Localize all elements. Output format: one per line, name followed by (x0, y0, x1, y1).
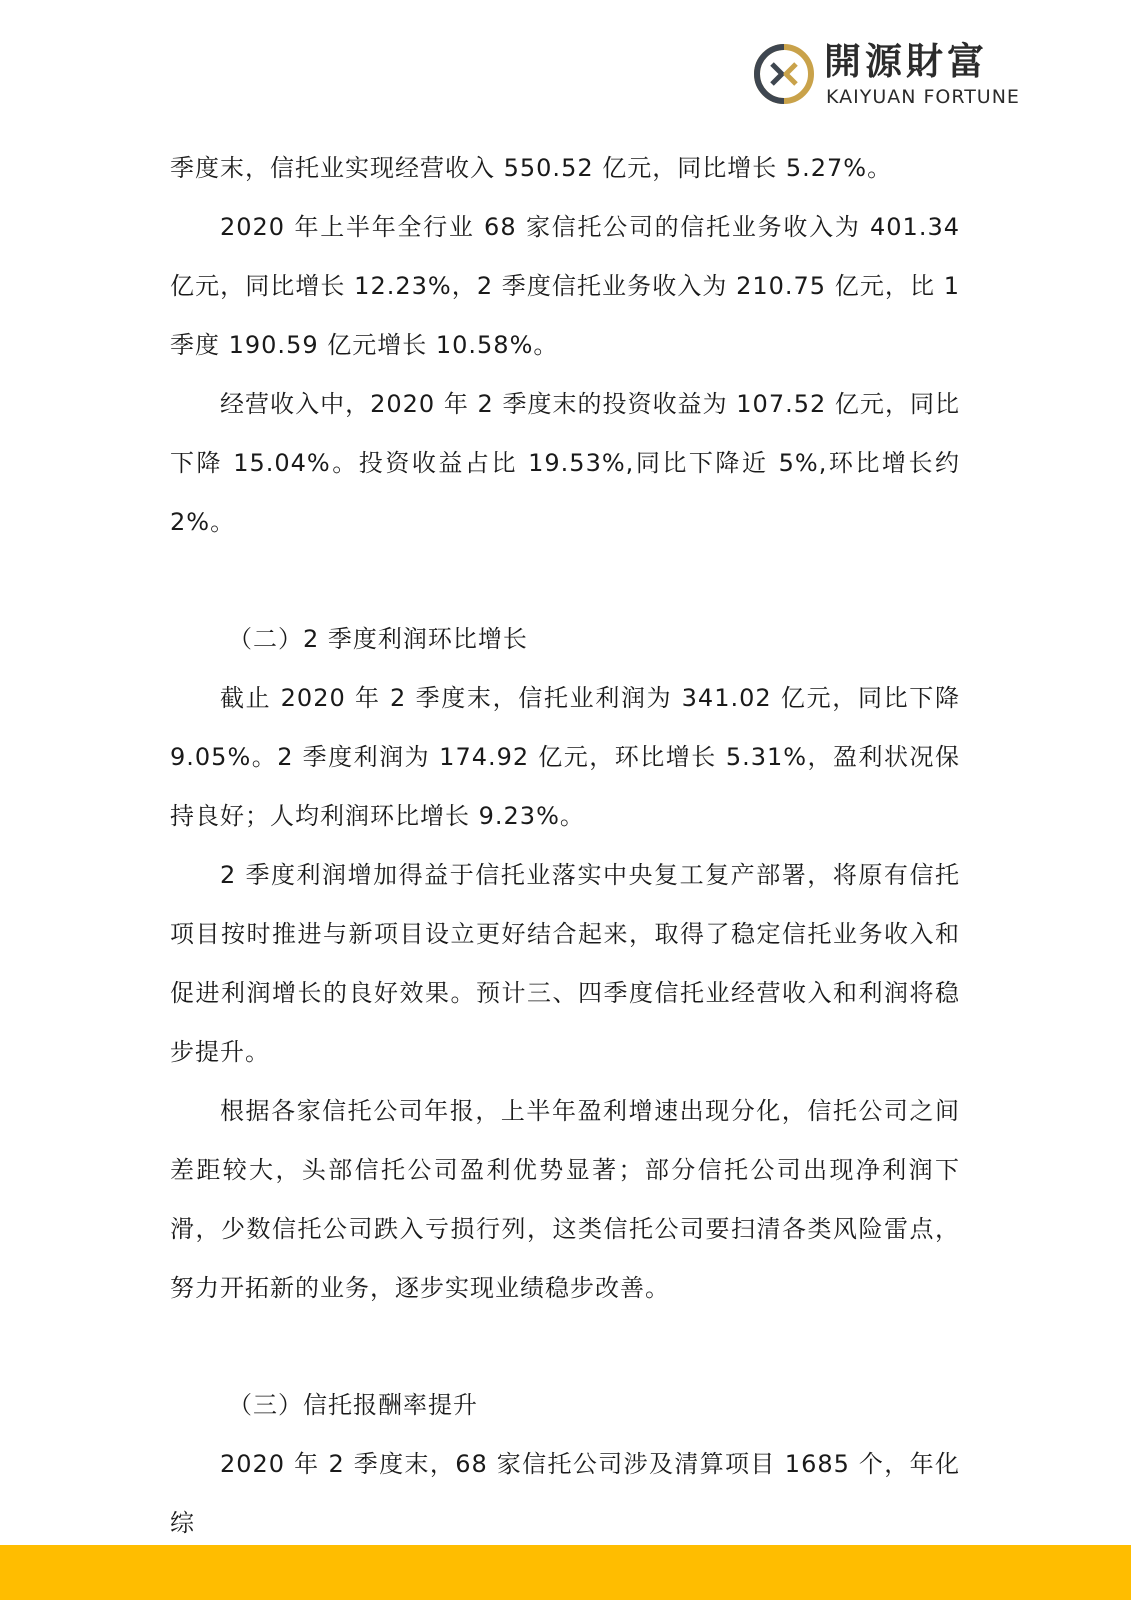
footer-accent-bar (0, 1545, 1131, 1600)
paragraph-investment-income: 经营收入中，2020 年 2 季度末的投资收益为 107.52 亿元，同比下降 15.04%。投资收益占比 19.53%,同比下降近 5%,环比增长约 2%。 (170, 390, 960, 536)
paragraph-profit-drivers: 2 季度利润增加得益于信托业落实中央复工复产部署，将原有信托项目按时推进与新项目设立更好结合起来，取得了稳定信托业务收入和促进利润增长的良好效果。预计三、四季度信托业经营收入和利润将稳步提升。 (170, 861, 960, 1066)
document-body (170, 139, 960, 1553)
kaiyuan-logo-icon (752, 42, 816, 106)
brand-header (752, 38, 1042, 110)
paragraph-trust-business-income: 2020 年上半年全行业 68 家信托公司的信托业务收入为 401.34 亿元，同比增长 12.23%，2 季度信托业务收入为 210.75 亿元，比 1 季度 190.59 亿元增长 10.58%。 (170, 213, 960, 359)
logo-chinese-name: 開源財富 (824, 40, 988, 83)
paragraph-profit-figures: 截止 2020 年 2 季度末，信托业利润为 341.02 亿元，同比下降 9.05%。2 季度利润为 174.92 亿元，环比增长 5.31%，盈利状况保持良好；人均利润环比增长 9.23%。 (170, 684, 960, 830)
paragraph-revenue-continued: 季度末，信托业实现经营收入 550.52 亿元，同比增长 5.27%。 (170, 154, 893, 182)
section-heading-remuneration: （三）信托报酬率提升 (228, 1391, 478, 1419)
section-heading-profit: （二）2 季度利润环比增长 (228, 625, 528, 653)
section-gap (170, 552, 960, 610)
logo-english-name: KAIYUAN FORTUNE (826, 86, 1020, 108)
paragraph-liquidation-projects: 2020 年 2 季度末，68 家信托公司涉及清算项目 1685 个，年化综 (170, 1450, 960, 1537)
section-gap (170, 1318, 960, 1376)
paragraph-profit-divergence: 根据各家信托公司年报，上半年盈利增速出现分化，信托公司之间差距较大，头部信托公司盈利优势显著；部分信托公司出现净利润下滑，少数信托公司跌入亏损行列，这类信托公司要扫清各类风险雷点，努力开拓新的业务，逐步实现业绩稳步改善。 (170, 1097, 960, 1302)
